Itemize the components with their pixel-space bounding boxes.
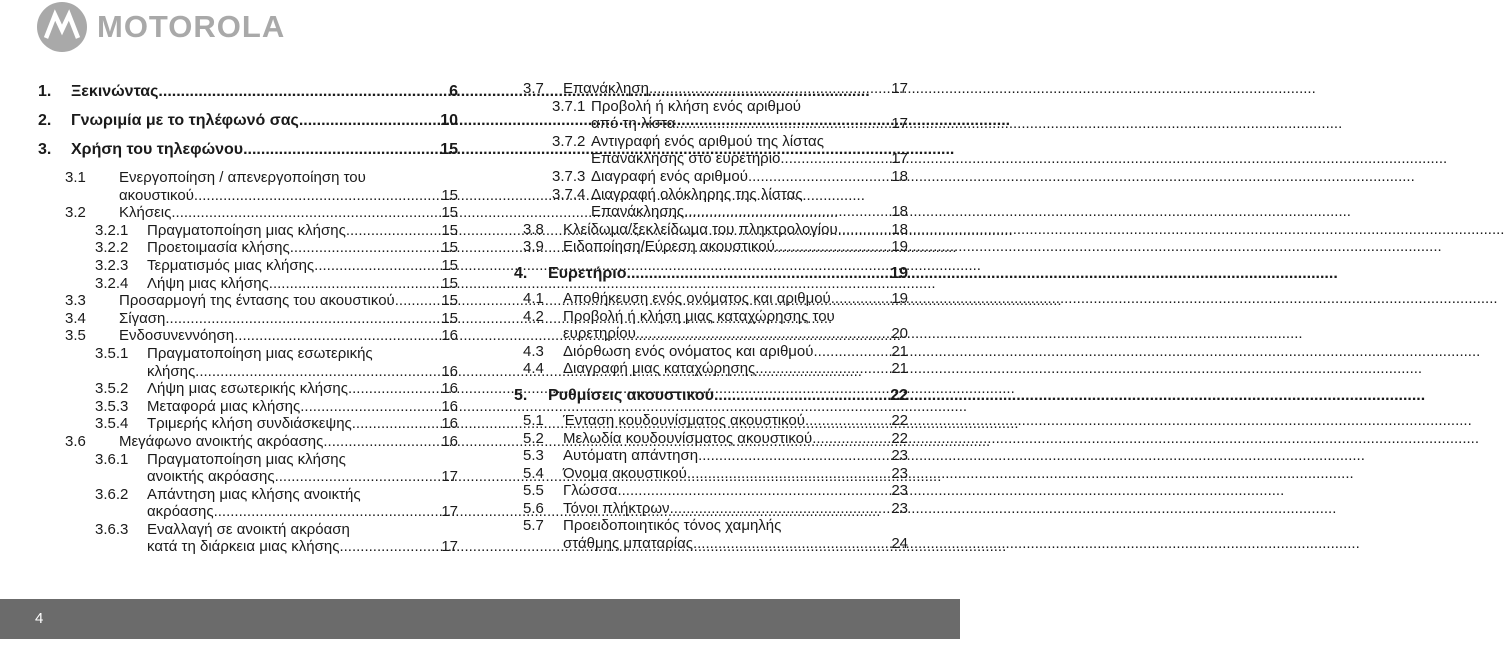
- toc-page-number: 23: [891, 464, 908, 482]
- toc-entry[interactable]: [514, 98, 908, 133]
- toc-entry[interactable]: [514, 343, 908, 361]
- toc-entry-title: ακρόασης: [147, 503, 214, 521]
- toc-entry-title: Επανάκληση: [563, 80, 649, 97]
- dot-leader: [195, 363, 441, 381]
- dot-leader: [838, 221, 892, 239]
- dot-leader: [812, 430, 891, 448]
- toc-page-number: 15: [441, 239, 458, 257]
- dot-leader: [352, 415, 442, 433]
- toc-page-number: 19: [891, 289, 908, 307]
- motorola-batwing-icon: [37, 2, 87, 52]
- toc-entry[interactable]: [514, 133, 908, 168]
- toc-entry-number: 3.7.3: [552, 167, 586, 185]
- toc-entry-number: 3.7.1: [552, 97, 586, 115]
- toc-page-number: 17: [891, 150, 908, 168]
- toc-page-number: 21: [891, 360, 908, 378]
- toc-entry[interactable]: [514, 500, 908, 518]
- toc-entry-title: Διαγραφή ολόκληρης της λίστας: [591, 185, 803, 203]
- toc-entry-number: 5.: [514, 386, 528, 404]
- toc-entry[interactable]: [514, 430, 908, 448]
- toc-entry-title: Ευρετήριο: [548, 264, 627, 282]
- toc-entry-number: 3.1: [65, 169, 86, 186]
- toc-page-number: 23: [891, 482, 908, 500]
- toc-entry-number: 3.7: [523, 80, 544, 97]
- toc-entry[interactable]: [38, 398, 458, 416]
- toc-entry[interactable]: [514, 168, 908, 186]
- toc-entry[interactable]: [514, 412, 908, 430]
- toc-page-number: 19: [891, 238, 908, 256]
- toc-entry[interactable]: [514, 360, 908, 378]
- dot-leader: [627, 264, 891, 284]
- dot-leader: [269, 275, 442, 293]
- toc-entry-title: Διόρθωση ενός ονόματος και αριθμού: [563, 342, 814, 360]
- toc-entry-number: 4.: [514, 264, 528, 282]
- dot-leader: [198, 187, 441, 205]
- toc-entry-number: 5.4: [523, 464, 544, 482]
- toc-entry[interactable]: [38, 204, 458, 222]
- footer-bar: [0, 599, 960, 639]
- toc-entry-number: 4.2: [523, 307, 544, 325]
- toc-entry-number: 3.3: [65, 292, 86, 310]
- toc-page-number: 22: [891, 429, 908, 447]
- toc-entry-title: Σίγαση: [119, 309, 166, 327]
- toc-entry[interactable]: [38, 275, 458, 293]
- dot-leader: [714, 386, 890, 406]
- toc-entry-title: κλήσης: [147, 362, 196, 380]
- dot-leader: [275, 468, 442, 486]
- toc-entry-number: 3.6.2: [95, 485, 129, 503]
- toc-entry-number: 3.2: [65, 204, 86, 222]
- toc-entry-number: 3.6.1: [95, 450, 129, 468]
- toc-entry-title: Τερματισμός μιας κλήσης: [147, 256, 315, 274]
- toc-page-number: 17: [441, 468, 458, 486]
- toc-page-number: 17: [441, 538, 458, 556]
- toc-entry-number: 3.7.2: [552, 132, 586, 150]
- toc-entry-number: 5.6: [523, 499, 544, 517]
- dot-leader: [214, 503, 442, 521]
- toc-entry-title: Εναλλαγή σε ανοικτή ακρόαση: [147, 520, 350, 538]
- toc-entry[interactable]: [514, 308, 908, 343]
- toc-entry-title: ανοικτής ακρόασης: [147, 468, 275, 486]
- dot-leader: [165, 310, 441, 328]
- toc-entry-title: Διαγραφή μιας καταχώρησης: [563, 360, 756, 378]
- toc-entry-title: Επανάκλησης: [591, 203, 685, 221]
- toc-entry-title: Τόνοι πλήκτρων: [563, 499, 670, 517]
- toc-entry-number: 5.7: [523, 517, 544, 535]
- toc-entry[interactable]: [38, 345, 458, 380]
- toc-entry-title: Τριμερής κλήση συνδιάσκεψης: [147, 415, 352, 433]
- toc-entry-title: Απάντηση μιας κλήσης ανοικτής: [147, 485, 361, 503]
- toc-page-number: 10: [440, 112, 458, 129]
- toc-entry-number: 3.: [38, 141, 52, 158]
- toc-page-number: 23: [891, 447, 908, 465]
- toc-page-number: 22: [890, 386, 908, 404]
- toc-entry-number: 3.4: [65, 309, 86, 327]
- toc-entry[interactable]: [38, 310, 458, 328]
- toc-entry-title: ευρετηρίου: [563, 325, 636, 343]
- toc-entry[interactable]: [38, 451, 458, 486]
- toc-entry-title: Ρυθμίσεις ακουστικού: [548, 386, 714, 404]
- dot-leader: [171, 204, 441, 222]
- toc-entry[interactable]: [38, 140, 458, 160]
- toc-page-number: 19: [890, 264, 908, 282]
- toc-entry[interactable]: [514, 264, 908, 284]
- toc-entry[interactable]: [38, 82, 458, 102]
- toc-left-column: [38, 80, 458, 556]
- toc-entry-title: Λήψη μιας εσωτερικής κλήσης: [147, 380, 348, 398]
- toc-page-number: 16: [441, 362, 458, 380]
- toc-entry-number: 3.5.3: [95, 397, 129, 415]
- toc-entry-number: 3.6.3: [95, 520, 129, 538]
- toc-page-number: 17: [441, 503, 458, 521]
- toc-entry[interactable]: [38, 521, 458, 556]
- toc-entry-title: Πραγματοποίηση μιας κλήσης: [147, 221, 346, 239]
- toc-page-number: 15: [441, 204, 458, 222]
- dot-leader: [805, 412, 891, 430]
- toc-entry-title: Ένταση κουδουνίσματος ακουστικού: [563, 411, 805, 429]
- toc-entry-title: Μεγάφωνο ανοικτής ακρόασης: [119, 432, 324, 450]
- toc-entry-number: 3.5.4: [95, 415, 129, 433]
- toc-entry[interactable]: [38, 486, 458, 521]
- dot-leader: [636, 325, 892, 343]
- toc-entry-title: Χρήση του τηλεφώνου: [71, 141, 244, 158]
- toc-page-number: 17: [891, 115, 908, 133]
- toc-page-number: 20: [891, 325, 908, 343]
- dot-leader: [290, 239, 442, 257]
- dot-leader: [670, 500, 892, 518]
- toc-entry-title: στάθμης μπαταρίας: [563, 535, 693, 553]
- dot-leader: [346, 222, 441, 240]
- toc-entry[interactable]: [38, 327, 458, 345]
- toc-entry[interactable]: [514, 465, 908, 483]
- toc-entry[interactable]: [514, 238, 908, 256]
- toc-page-number: 15: [441, 309, 458, 327]
- toc-entry-title: Ενδοσυνεννόηση: [119, 327, 235, 345]
- toc-entry-title: Κλήσεις: [119, 204, 172, 222]
- toc-entry[interactable]: [38, 415, 458, 433]
- toc-entry-title: Γνωριμία με το τηλέφωνό σας: [71, 112, 299, 129]
- dot-leader: [813, 343, 891, 361]
- dot-leader: [300, 398, 441, 416]
- toc-entry[interactable]: [514, 186, 908, 221]
- toc-page-number: 18: [891, 167, 908, 185]
- toc-entry-title: Ξεκινώντας: [71, 83, 159, 100]
- dot-leader: [693, 535, 891, 553]
- toc-page-number: 22: [891, 411, 908, 429]
- toc-entry-number: 3.6: [65, 432, 86, 450]
- toc-page-number: 17: [891, 80, 908, 97]
- toc-entry[interactable]: [38, 380, 458, 398]
- toc-entry-title: Αποθήκευση ενός ονόματος και αριθμού: [563, 289, 831, 307]
- toc-entry-number: 5.2: [523, 429, 544, 447]
- toc-entry-number: 3.5: [65, 327, 86, 345]
- toc-page-number: 15: [441, 186, 458, 204]
- page-number: 4: [35, 610, 44, 627]
- toc-entry[interactable]: [38, 169, 458, 204]
- toc-entry-title: Αντιγραφή ενός αριθμού της λίστας: [591, 132, 824, 150]
- toc-page-number: 6: [449, 83, 458, 100]
- toc-entry-title: Κλείδωμα/ξεκλείδωμα του πληκτρολογίου: [563, 220, 838, 238]
- toc-entry-number: 1.: [38, 83, 52, 100]
- toc-entry-title: από τη λίστα: [591, 115, 676, 133]
- dot-leader: [748, 168, 891, 186]
- toc-entry-title: Ενεργοποίηση / απενεργοποίηση του: [119, 169, 366, 186]
- brand-wordmark: MOTOROLA: [97, 9, 286, 44]
- toc-entry[interactable]: [38, 239, 458, 257]
- toc-entry-number: 3.2.4: [95, 274, 129, 292]
- toc-entry[interactable]: [38, 257, 458, 275]
- dot-leader: [299, 111, 440, 131]
- toc-entry[interactable]: [38, 433, 458, 451]
- dot-leader: [780, 150, 891, 168]
- toc-page-number: 15: [441, 292, 458, 310]
- dot-leader: [684, 203, 891, 221]
- toc-entry[interactable]: [38, 292, 458, 310]
- toc-entry-number: 3.2.2: [95, 239, 129, 257]
- toc-page-number: 16: [441, 380, 458, 398]
- dot-leader: [348, 380, 441, 398]
- toc-entry-number: 3.2.1: [95, 221, 129, 239]
- toc-page-number: 24: [891, 535, 908, 553]
- toc-page-number: 21: [891, 342, 908, 360]
- toc-entry[interactable]: [514, 517, 908, 552]
- toc-entry-title: Πραγματοποίηση μιας εσωτερικής: [147, 344, 373, 362]
- toc-entry-title: κατά τη διάρκεια μιας κλήσης: [147, 538, 340, 556]
- toc-entry[interactable]: [514, 386, 908, 406]
- toc-entry-title: Προσαρμογή της έντασης του ακουστικού: [119, 292, 395, 310]
- toc-entry-title: Μεταφορά μιας κλήσης: [147, 397, 301, 415]
- dot-leader: [395, 292, 442, 310]
- dot-leader: [323, 433, 441, 451]
- toc-entry-title: Επανάκλησης στο ευρετήριο: [591, 150, 781, 168]
- toc-entry-title: Όνομα ακουστικού: [563, 464, 687, 482]
- dot-leader: [234, 327, 441, 345]
- toc-entry[interactable]: [514, 482, 908, 500]
- toc-entry[interactable]: [38, 111, 458, 131]
- toc-entry[interactable]: [514, 447, 908, 465]
- toc-entry-number: 5.3: [523, 447, 544, 465]
- toc-entry-number: 5.5: [523, 482, 544, 500]
- toc-entry-title: Γλώσσα: [563, 482, 618, 500]
- toc-entry-number: 3.2.3: [95, 256, 129, 274]
- toc-entry[interactable]: [514, 290, 908, 308]
- toc-entry-title: Μελωδία κουδουνίσματος ακουστικού: [563, 429, 813, 447]
- dot-leader: [314, 257, 441, 275]
- toc-page-number: 15: [441, 274, 458, 292]
- dot-leader: [698, 447, 891, 465]
- toc-entry-number: 3.5.2: [95, 380, 129, 398]
- toc-entry-number: 3.8: [523, 220, 544, 238]
- toc-page-number: 15: [440, 141, 458, 158]
- dot-leader: [649, 80, 891, 98]
- toc-entry[interactable]: [38, 222, 458, 240]
- toc-page-number: 16: [441, 327, 458, 345]
- toc-entry-number: 3.7.4: [552, 185, 586, 203]
- toc-page-number: 15: [441, 221, 458, 239]
- toc-entry-number: 5.1: [523, 411, 544, 429]
- dot-leader: [158, 82, 449, 102]
- dot-leader: [675, 115, 891, 133]
- toc-entry-number: 3.9: [523, 238, 544, 256]
- toc-entry-title: Λήψη μιας κλήσης: [147, 274, 269, 292]
- toc-entry-title: Διαγραφή ενός αριθμού: [591, 167, 748, 185]
- dot-leader: [687, 465, 891, 483]
- dot-leader: [755, 360, 891, 378]
- dot-leader: [775, 238, 891, 256]
- toc-entry-number: 4.3: [523, 342, 544, 360]
- toc-entry-number: 4.4: [523, 360, 544, 378]
- brand-logo: [37, 2, 285, 52]
- toc-page-number: 16: [441, 432, 458, 450]
- dot-leader: [831, 290, 892, 308]
- toc-entry-title: Προβολή ή κλήση μιας καταχώρησης του: [563, 307, 835, 325]
- toc-right-column: [514, 80, 908, 553]
- toc-entry[interactable]: [514, 221, 908, 239]
- dot-leader: [617, 482, 891, 500]
- toc-page-number: 15: [441, 256, 458, 274]
- toc-entry-title: Προειδοποιητικός τόνος χαμηλής: [563, 517, 782, 535]
- toc-entry[interactable]: [514, 80, 908, 98]
- toc-page-number: 18: [891, 220, 908, 238]
- toc-page-number: 16: [441, 397, 458, 415]
- toc-page-number: 18: [891, 203, 908, 221]
- toc-page-number: 16: [441, 415, 458, 433]
- toc-entry-title: Ειδοποίηση/Εύρεση ακουστικού: [563, 238, 775, 256]
- toc-entry-title: Πραγματοποίηση μιας κλήσης: [147, 450, 346, 468]
- toc-entry-number: 3.5.1: [95, 344, 129, 362]
- toc-entry-title: Αυτόματη απάντηση: [563, 447, 699, 465]
- toc-entry-title: Προετοιμασία κλήσης: [147, 239, 290, 257]
- toc-entry-title: Προβολή ή κλήση ενός αριθμού: [591, 97, 802, 115]
- toc-entry-title: ακουστικού.: [119, 186, 199, 204]
- dot-leader: [243, 140, 440, 160]
- toc-page-number: 23: [891, 499, 908, 517]
- dot-leader: [339, 538, 441, 556]
- toc-entry-number: 2.: [38, 112, 52, 129]
- toc-entry-number: 4.1: [523, 289, 544, 307]
